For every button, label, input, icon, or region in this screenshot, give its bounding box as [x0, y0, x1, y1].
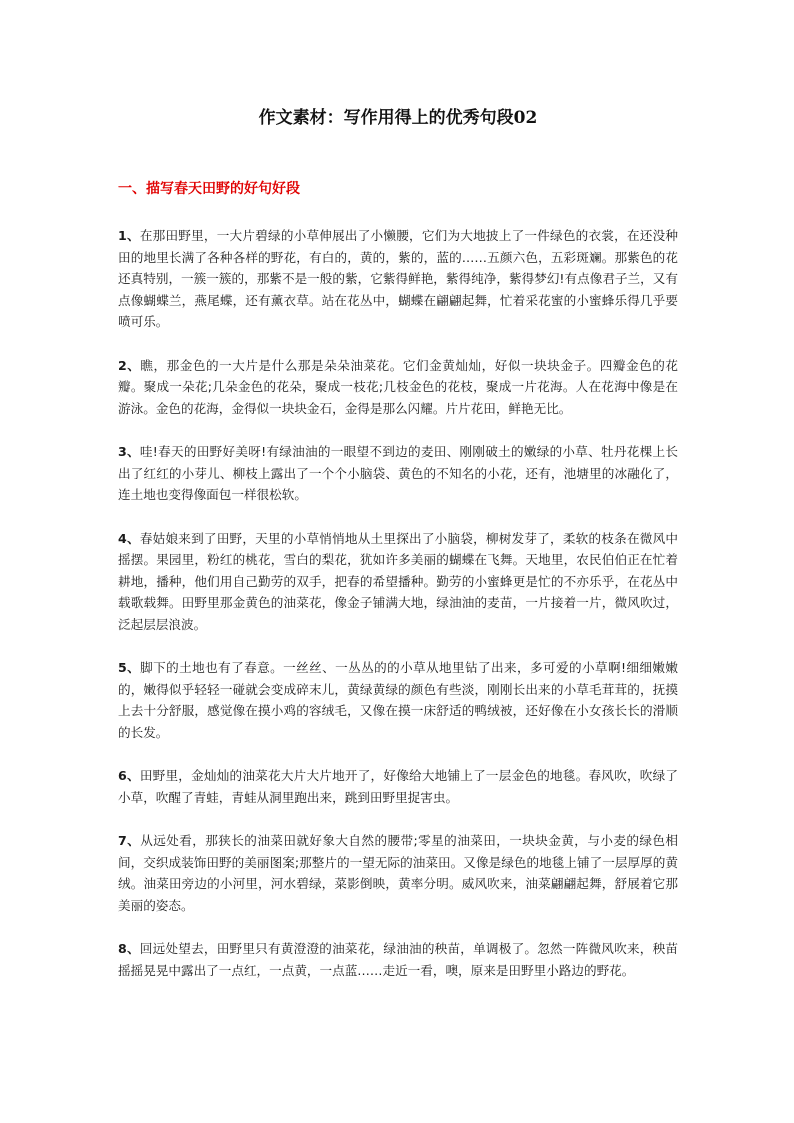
paragraph-text: 回远处望去，田野里只有黄澄澄的油菜花，绿油油的秧苗，单调极了。忽然一阵微风吹来，秧苗摇摇晃晃中露出了一点红，一点黄，一点蓝……走近一看，噢，原来是田野里小路边的野花。: [118, 941, 679, 978]
paragraph-number: 3、: [118, 444, 140, 459]
paragraph-text: 脚下的土地也有了春意。一丝丝、一丛丛的的小草从地里钻了出来，多可爱的小草啊!细细嫩嫩的，嫩得似乎轻轻一碰就会变成碎末儿，黄绿黄绿的颜色有些淡，刚刚长出来的小草毛茸茸的，抚摸上去十分舒服，感觉像在摸小鸡的容绒毛，又像在摸一床舒适的鸭绒被，还好像在小女孩长长的滑顺的长发。: [118, 660, 678, 740]
paragraph-1: [118, 225, 678, 333]
paragraph-4: [118, 528, 678, 636]
paragraph-text: 从远处看，那狭长的油菜田就好象大自然的腰带;零星的油菜田，一块块金黄，与小麦的绿色相间，交织成装饰田野的美丽图案;那整片的一望无际的油菜田。又像是绿色的地毯上铺了一层厚厚的黄绒。油菜田旁边的小河里，河水碧绿，菜影倒映，黄率分明。威风吹来，油菜翩翩起舞，舒展着它那美丽的姿态。: [118, 833, 678, 913]
paragraph-number: 4、: [118, 530, 140, 546]
paragraph-number: 2、: [118, 357, 141, 373]
paragraph-text: 田野里，金灿灿的油菜花大片大片地开了，好像给大地铺上了一层金色的地毯。春风吹，吹绿了小草，吹醒了青蛙，青蛙从洞里跑出来，跳到田野里捉害虫。: [118, 768, 679, 805]
paragraph-6: [118, 765, 678, 808]
paragraph-5: [118, 657, 678, 743]
section-heading: 一、描写春天田野的好句好段: [118, 181, 300, 197]
paragraph-text: 瞧，那金色的一大片是什么那是朵朵油菜花。它们金黄灿灿，好似一块块金子。四瓣金色的花瓣。聚成一朵花;几朵金色的花朵，聚成一枝花;几枝金色的花枝，聚成一片花海。人在花海中像是在游泳。金色的花海，金得似一块块金石，金得是那么闪耀。片片花田，鲜艳无比。: [118, 357, 679, 416]
paragraph-number: 7、: [118, 833, 141, 848]
paragraph-number: 8、: [118, 941, 140, 956]
paragraph-text: 在那田野里，一大片碧绿的小草伸展出了小懒腰，它们为大地披上了一件绿色的衣裳，在还没种田的地里长满了各种各样的野花，有白的，黄的，紫的，蓝的……五颜六色，五彩斑斓。那紫色的花还真特别，一簇一簇的，那紫不是一般的紫，它紫得鲜艳，紫得纯净，紫得梦幻!有点像君子兰，又有点像蝴蝶兰，燕尾蝶，还有薰衣草。站在花丛中，蝴蝶在翩翩起舞，忙着采花蜜的小蜜蜂乐得几乎要喷可乐。: [118, 228, 679, 329]
paragraph-7: [118, 830, 678, 916]
paragraph-text: 哇!春天的田野好美呀!有绿油油的一眼望不到边的麦田、刚刚破土的嫩绿的小草、牡丹花棵上长出了红红的小芽儿、柳枝上露出了一个个小脑袋、黄色的不知名的小花，还有，池塘里的冰融化了，连土地也变得像面包一样很松软。: [118, 444, 678, 502]
paragraph-number: 6、: [118, 768, 140, 783]
paragraph-text: 春姑娘来到了田野，天里的小草悄悄地从土里探出了小脑袋，柳树发芽了，柔软的枝条在微风中摇摆。果园里，粉红的桃花，雪白的梨花，犹如许多美丽的蝴蝶在飞舞。天地里，农民伯伯正在忙着耕地，播种，他们用自己勤劳的双手，把春的希望播种。勤劳的小蜜蜂更是忙的不亦乐乎，在花丛中载歌载舞。田野里那金黄色的油菜花，像金子铺满大地，绿油油的麦苗，一片接着一片，微风吹过，泛起层层浪波。: [118, 530, 679, 632]
page-title: 作文素材：写作用得上的优秀句段02: [258, 108, 538, 128]
paragraph-8: [118, 938, 678, 981]
paragraph-2: [118, 355, 678, 420]
paragraph-list: [118, 225, 678, 1003]
paragraph-number: 5、: [118, 660, 141, 675]
paragraph-number: 1、: [118, 228, 140, 243]
paragraph-3: [118, 441, 678, 506]
